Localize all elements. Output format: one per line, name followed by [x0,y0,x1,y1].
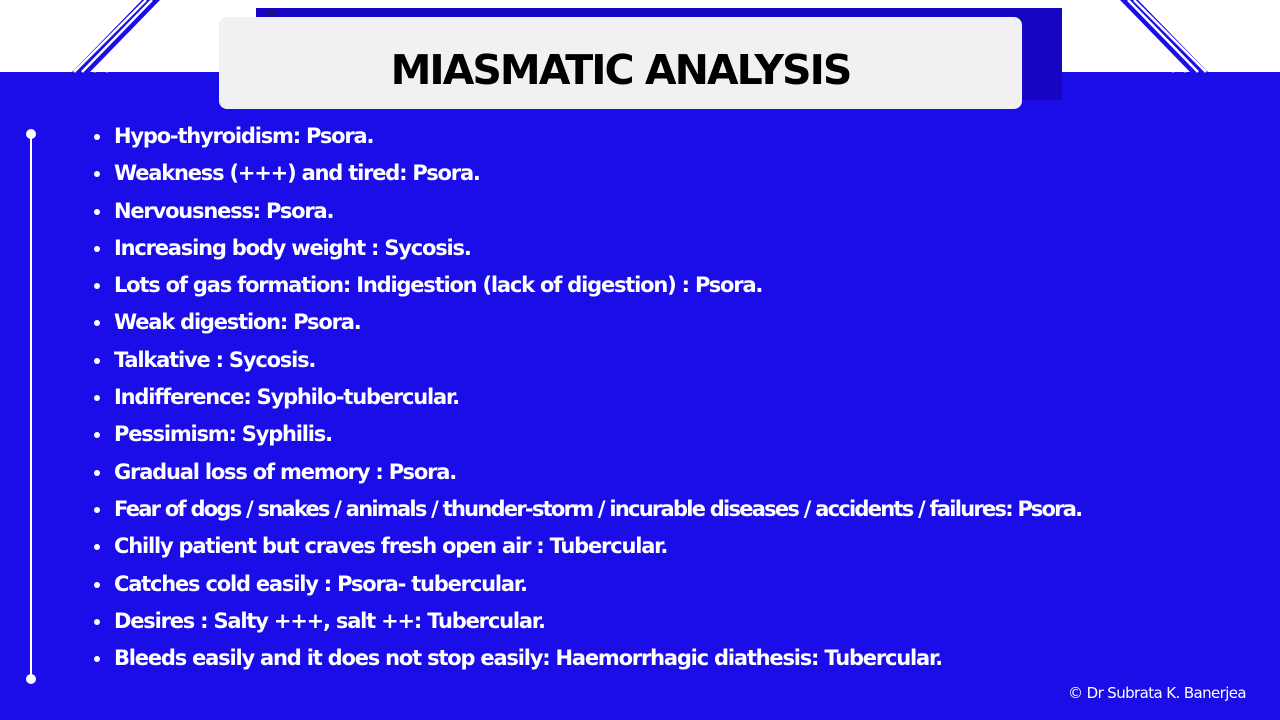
bullet-item: Hypo-thyroidism: Psora. [92,118,1081,155]
timeline-dot-bottom [26,674,36,684]
bullet-list [92,118,1081,677]
title-quote-mark: ” [266,6,277,30]
bullet-item: Fear of dogs / snakes / animals / thunder-storm / incurable diseases / accidents / failures: Psora. [92,491,1081,528]
bullet-item: Lots of gas formation: Indigestion (lack of digestion) : Psora. [92,267,1081,304]
bullet-item: Talkative : Sycosis. [92,342,1081,379]
slide-title: MIASMATIC ANALYSIS [390,46,851,94]
bullet-item: Increasing body weight : Sycosis. [92,230,1081,267]
corner-stripes-left [0,0,170,80]
bullet-item: Chilly patient but craves fresh open air : Tubercular. [92,528,1081,565]
bullet-item: Weak digestion: Psora. [92,304,1081,341]
timeline-line [30,134,32,680]
bullet-item: Bleeds easily and it does not stop easily: Haemorrhagic diathesis: Tubercular. [92,640,1081,677]
bullet-item: Nervousness: Psora. [92,193,1081,230]
bullet-item: Desires : Salty +++, salt ++: Tubercular. [92,603,1081,640]
bullet-item: Gradual loss of memory : Psora. [92,454,1081,491]
timeline-dot-top [26,129,36,139]
corner-stripes-right [1110,0,1280,80]
bullet-item: Pessimism: Syphilis. [92,416,1081,453]
bullet-item: Weakness (+++) and tired: Psora. [92,155,1081,192]
bullet-item: Catches cold easily : Psora- tubercular. [92,566,1081,603]
bullet-item: Indifference: Syphilo-tubercular. [92,379,1081,416]
copyright-footer: © Dr Subrata K. Banerjea [1068,684,1246,702]
